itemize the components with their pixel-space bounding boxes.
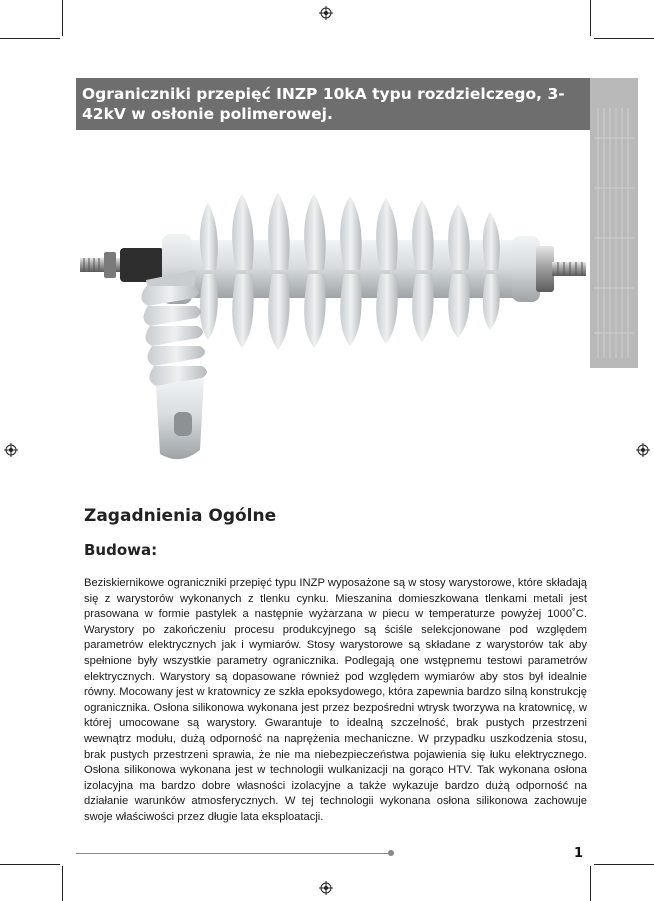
side-tab xyxy=(590,78,638,368)
sub-heading: Budowa: xyxy=(84,541,158,559)
crop-mark xyxy=(594,38,654,39)
crop-mark xyxy=(0,864,60,865)
surge-arrester-photo xyxy=(76,150,590,480)
body-paragraph: Beziskiernikowe ograniczniki przepięć typu INZP wyposażone są w stosy warystorowe, które składają się z warystorów wykonanych z tlenku cynku. Mieszanina domieszkowana tlenkami metali jest prasowana w formie pastylek a następnie wyżarzana w piecu w temperaturze powyżej 1000˚C. Warystory po zakończeniu procesu produkcyjnego są ściśle selekcjonowane pod względem parametrów elektrycznych jak i wymiarów. Stosy warystorowe są składane z warystorów tak aby spełnione były wszystkie parametry ogranicznika. Podlegają one wstępnemu testowi parametrów elektrycznych. Warystory są dopasowane również pod względem wymiarów aby stos był idealnie równy. Mocowany jest w kratownicy ze szkła epoksydowego, która zapewnia bardzo silną konstrukcję ogranicznika. Osłona silikonowa wykonana jest przez bezpośredni wtrysk tworzywa na kratownicę, w której umocowane są warystory. Gwarantuje to idealną szczelność, brak pustych przestrzeni wewnątrz modułu, dużą odporność na naprężenia mechaniczne. W przypadku uszkodzenia stosu, brak pustych przestrzeni sprawia, że nie ma niebezpieczeństwa pojawienia się łuku elektrycznego. Osłona silikonowa wykonana jest w technologii wulkanizacji na gorąco HTV. Tak wykonana osłona izolacyjna ma bardzo dobre własności izolacyjne a także wykazuje bardzo dużą odporność na działanie warunków atmosferycznych. W tej technologii wykonana osłona silikonowa zachowuje swoje właściwości przez długie lata eksploatacji. xyxy=(84,577,587,823)
crop-mark xyxy=(0,38,60,39)
registration-mark-icon xyxy=(636,443,650,457)
page-number: 1 xyxy=(574,846,584,861)
crop-mark xyxy=(594,864,654,865)
footer-rule-dot xyxy=(388,850,394,856)
registration-mark-icon xyxy=(4,443,18,457)
right-terminal xyxy=(512,236,586,302)
side-tab-pattern xyxy=(590,78,638,368)
document-title: Ograniczniki przepięć INZP 10kA typu rozdzielczego, 3-42kV w osłonie polimerowej. xyxy=(76,78,590,130)
crop-mark xyxy=(590,866,591,901)
crop-mark xyxy=(590,0,591,36)
footer-rule xyxy=(76,853,394,854)
section-heading: Zagadnienia Ogólne xyxy=(84,506,277,526)
registration-mark-icon xyxy=(319,6,333,20)
registration-mark-icon xyxy=(319,881,333,895)
crop-mark xyxy=(62,866,63,901)
left-terminal-stud xyxy=(80,248,164,282)
crop-mark xyxy=(62,0,63,36)
